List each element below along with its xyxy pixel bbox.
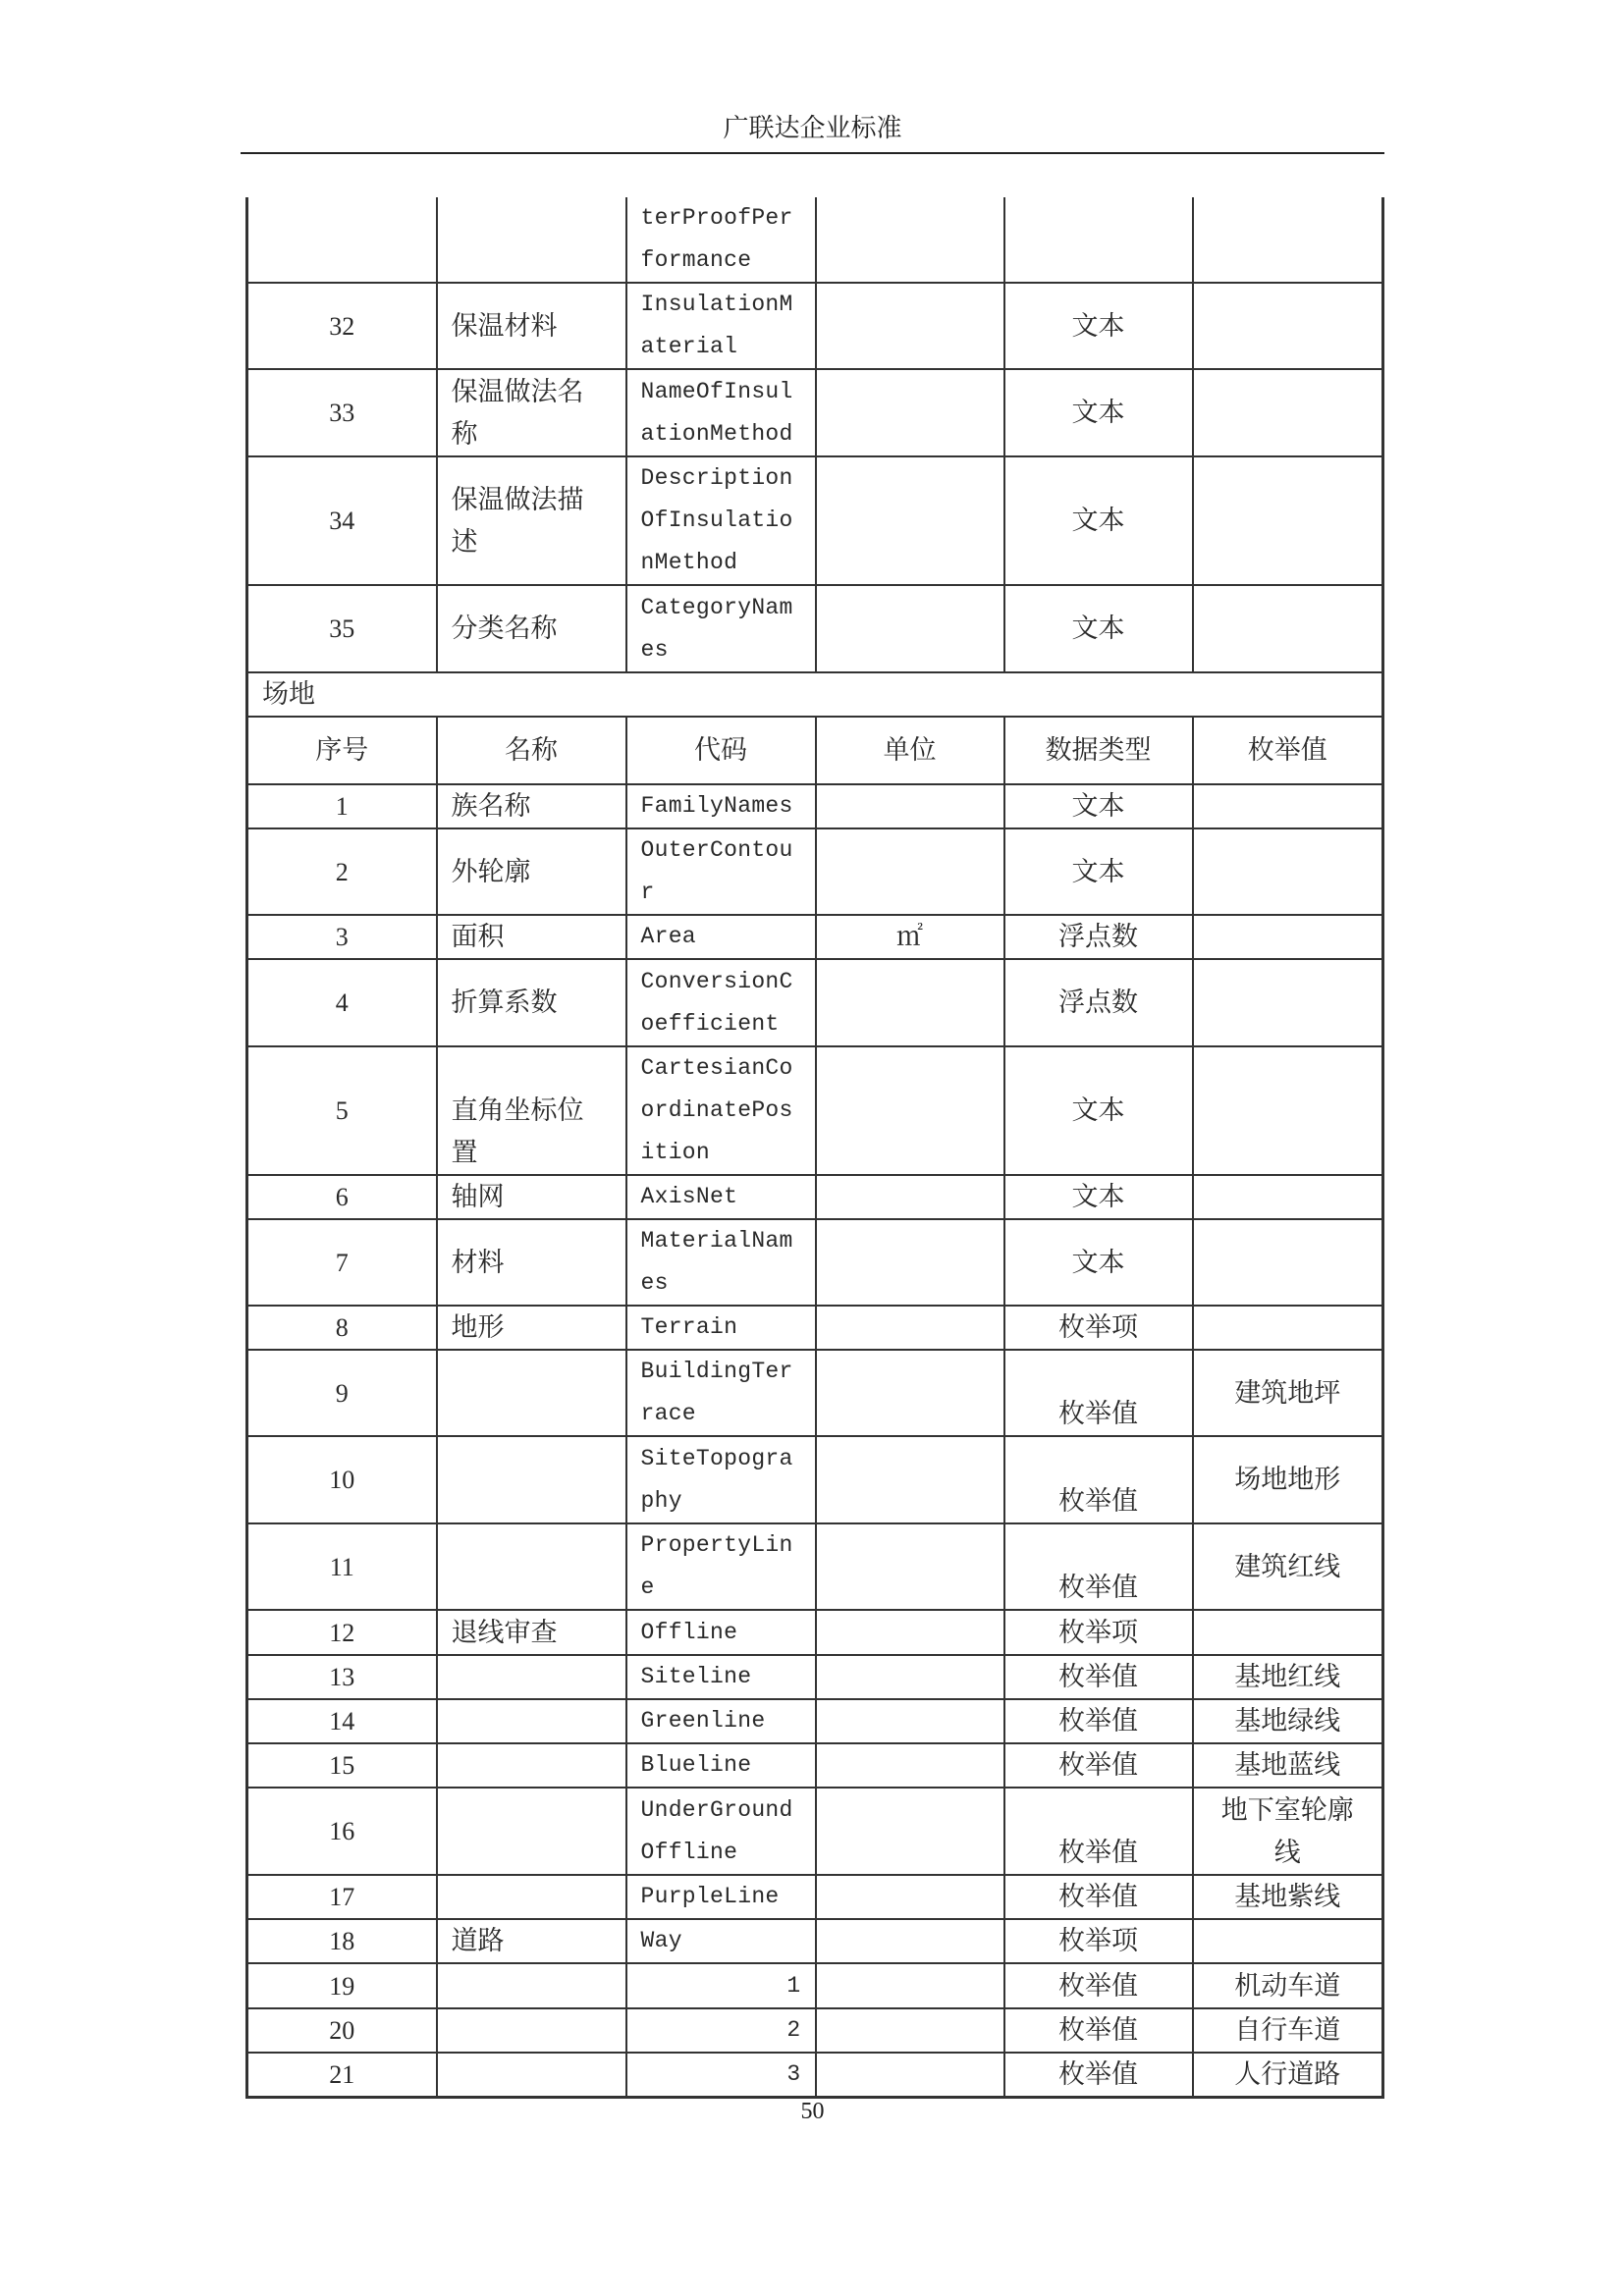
table-row	[247, 1350, 1383, 1436]
cell-unit	[816, 1046, 1004, 1175]
cell-data-type: 文本	[1004, 828, 1193, 915]
cell-code: OuterContou r	[626, 828, 816, 915]
cell-data-type: 枚举项	[1004, 1610, 1193, 1655]
cell-data-type: 枚举值	[1004, 1350, 1193, 1436]
table-row	[247, 1875, 1383, 1919]
cell-unit	[816, 283, 1004, 369]
attribute-table-body	[247, 197, 1383, 2098]
cell-data-type: 枚举值	[1004, 1963, 1193, 2008]
cell-unit	[816, 784, 1004, 828]
cell-code: MaterialNam es	[626, 1219, 816, 1306]
cell-number: 3	[247, 915, 437, 959]
cell-name	[437, 1743, 626, 1788]
cell-number: 12	[247, 1610, 437, 1655]
cell-enum-value	[1193, 369, 1383, 456]
cell-code: PropertyLin e	[626, 1523, 816, 1610]
cell-code: InsulationM aterial	[626, 283, 816, 369]
cell-enum-value	[1193, 585, 1383, 672]
cell-name: 保温做法名 称	[437, 369, 626, 456]
cell-enum-value: 机动车道	[1193, 1963, 1383, 2008]
cell-enum-value	[1193, 1610, 1383, 1655]
cell-name: 地形	[437, 1306, 626, 1350]
section-row	[247, 672, 1383, 717]
cell-name: 保温材料	[437, 283, 626, 369]
cell-unit	[816, 1743, 1004, 1788]
cell-data-type: 浮点数	[1004, 915, 1193, 959]
cell-code: CartesianCo ordinatePos ition	[626, 1046, 816, 1175]
column-header: 名称	[437, 717, 626, 784]
cell-enum-value: 建筑红线	[1193, 1523, 1383, 1610]
cell-unit	[816, 1788, 1004, 1875]
cell-enum-value	[1193, 828, 1383, 915]
cell-number: 7	[247, 1219, 437, 1306]
table-row	[247, 2008, 1383, 2053]
cell-number: 2	[247, 828, 437, 915]
cell-enum-value: 场地地形	[1193, 1436, 1383, 1523]
cell-enum-value: 基地红线	[1193, 1655, 1383, 1699]
column-header: 数据类型	[1004, 717, 1193, 784]
cell-number: 34	[247, 456, 437, 585]
table-row	[247, 915, 1383, 959]
cell-data-type: 文本	[1004, 1219, 1193, 1306]
cell-unit	[816, 1963, 1004, 2008]
cell-number: 32	[247, 283, 437, 369]
cell-name: 直角坐标位 置	[437, 1046, 626, 1175]
cell-unit	[816, 1306, 1004, 1350]
cell-data-type: 枚举值	[1004, 1523, 1193, 1610]
cell-number: 19	[247, 1963, 437, 2008]
table-row	[247, 456, 1383, 585]
cell-code: 1	[626, 1963, 816, 2008]
cell-number: 1	[247, 784, 437, 828]
column-header: 序号	[247, 717, 437, 784]
cell-unit	[816, 1919, 1004, 1963]
cell-number: 8	[247, 1306, 437, 1350]
cell-enum-value	[1193, 1219, 1383, 1306]
column-header: 枚举值	[1193, 717, 1383, 784]
cell-unit	[816, 1610, 1004, 1655]
table-row	[247, 784, 1383, 828]
cell-data-type	[1004, 197, 1193, 283]
cell-unit	[816, 456, 1004, 585]
table-row	[247, 1219, 1383, 1306]
page-number: 50	[800, 2099, 825, 2124]
cell-enum-value: 建筑地坪	[1193, 1350, 1383, 1436]
cell-data-type: 文本	[1004, 784, 1193, 828]
column-header: 单位	[816, 717, 1004, 784]
cell-data-type: 文本	[1004, 1046, 1193, 1175]
running-head-title: 广联达企业标准	[723, 114, 902, 142]
table-row	[247, 1610, 1383, 1655]
cell-enum-value	[1193, 1046, 1383, 1175]
cell-name: 材料	[437, 1219, 626, 1306]
cell-number: 20	[247, 2008, 437, 2053]
cell-code: AxisNet	[626, 1175, 816, 1219]
cell-name	[437, 1963, 626, 2008]
cell-code: Area	[626, 915, 816, 959]
table-row	[247, 959, 1383, 1046]
table-row	[247, 1743, 1383, 1788]
cell-unit	[816, 959, 1004, 1046]
cell-name: 族名称	[437, 784, 626, 828]
cell-data-type: 文本	[1004, 1175, 1193, 1219]
cell-name: 道路	[437, 1919, 626, 1963]
cell-unit	[816, 1175, 1004, 1219]
cell-name	[437, 1699, 626, 1743]
cell-code: Siteline	[626, 1655, 816, 1699]
cell-enum-value	[1193, 456, 1383, 585]
section-label: 场地	[247, 672, 1383, 717]
cell-number: 14	[247, 1699, 437, 1743]
table-row	[247, 585, 1383, 672]
cell-data-type: 文本	[1004, 456, 1193, 585]
cell-name	[437, 1875, 626, 1919]
cell-unit	[816, 1219, 1004, 1306]
cell-enum-value	[1193, 197, 1383, 283]
cell-code: NameOfInsul ationMethod	[626, 369, 816, 456]
cell-unit: ㎡	[816, 915, 1004, 959]
cell-number: 13	[247, 1655, 437, 1699]
cell-name	[437, 1523, 626, 1610]
cell-code: 2	[626, 2008, 816, 2053]
cell-enum-value	[1193, 915, 1383, 959]
cell-code: Description OfInsulatio nMethod	[626, 456, 816, 585]
cell-unit	[816, 2008, 1004, 2053]
cell-code: Offline	[626, 1610, 816, 1655]
cell-code: Greenline	[626, 1699, 816, 1743]
cell-number	[247, 197, 437, 283]
table-row	[247, 197, 1383, 283]
cell-data-type: 枚举值	[1004, 2053, 1193, 2098]
cell-unit	[816, 369, 1004, 456]
cell-code: ConversionC oefficient	[626, 959, 816, 1046]
cell-code: terProofPer formance	[626, 197, 816, 283]
cell-data-type: 文本	[1004, 283, 1193, 369]
cell-code: Blueline	[626, 1743, 816, 1788]
table-row	[247, 1523, 1383, 1610]
cell-name: 分类名称	[437, 585, 626, 672]
cell-enum-value	[1193, 959, 1383, 1046]
cell-data-type: 枚举值	[1004, 1743, 1193, 1788]
cell-number: 17	[247, 1875, 437, 1919]
cell-enum-value	[1193, 283, 1383, 369]
cell-code: 3	[626, 2053, 816, 2098]
cell-name: 退线审查	[437, 1610, 626, 1655]
table-row	[247, 1046, 1383, 1175]
table-row	[247, 1436, 1383, 1523]
cell-data-type: 浮点数	[1004, 959, 1193, 1046]
cell-name	[437, 1655, 626, 1699]
cell-name: 轴网	[437, 1175, 626, 1219]
cell-name: 折算系数	[437, 959, 626, 1046]
table-row	[247, 1175, 1383, 1219]
cell-number: 33	[247, 369, 437, 456]
cell-unit	[816, 585, 1004, 672]
cell-data-type: 枚举值	[1004, 1788, 1193, 1875]
cell-enum-value: 基地绿线	[1193, 1699, 1383, 1743]
cell-name	[437, 1436, 626, 1523]
table-row	[247, 1963, 1383, 2008]
table-row	[247, 1919, 1383, 1963]
cell-name	[437, 1350, 626, 1436]
cell-code: BuildingTer race	[626, 1350, 816, 1436]
cell-name	[437, 2053, 626, 2098]
attribute-table	[245, 197, 1384, 2099]
cell-enum-value: 自行车道	[1193, 2008, 1383, 2053]
cell-name: 面积	[437, 915, 626, 959]
cell-unit	[816, 197, 1004, 283]
table-row	[247, 369, 1383, 456]
cell-data-type: 枚举值	[1004, 1699, 1193, 1743]
cell-enum-value	[1193, 784, 1383, 828]
cell-unit	[816, 828, 1004, 915]
cell-enum-value: 基地蓝线	[1193, 1743, 1383, 1788]
header-row	[247, 717, 1383, 784]
cell-code: SiteTopogra phy	[626, 1436, 816, 1523]
table-row	[247, 1788, 1383, 1875]
table-row	[247, 1699, 1383, 1743]
cell-unit	[816, 1655, 1004, 1699]
table-row	[247, 1655, 1383, 1699]
cell-code: Terrain	[626, 1306, 816, 1350]
cell-name: 外轮廓	[437, 828, 626, 915]
cell-data-type: 文本	[1004, 369, 1193, 456]
cell-code: UnderGround Offline	[626, 1788, 816, 1875]
cell-number: 10	[247, 1436, 437, 1523]
cell-number: 11	[247, 1523, 437, 1610]
cell-data-type: 枚举值	[1004, 1875, 1193, 1919]
cell-enum-value: 地下室轮廓 线	[1193, 1788, 1383, 1875]
cell-code: Way	[626, 1919, 816, 1963]
cell-data-type: 文本	[1004, 585, 1193, 672]
cell-number: 35	[247, 585, 437, 672]
table-row	[247, 828, 1383, 915]
cell-data-type: 枚举值	[1004, 2008, 1193, 2053]
cell-enum-value: 基地紫线	[1193, 1875, 1383, 1919]
table-row	[247, 283, 1383, 369]
cell-data-type: 枚举值	[1004, 1436, 1193, 1523]
cell-enum-value	[1193, 1919, 1383, 1963]
cell-number: 15	[247, 1743, 437, 1788]
column-header: 代码	[626, 717, 816, 784]
cell-number: 4	[247, 959, 437, 1046]
cell-name	[437, 2008, 626, 2053]
cell-unit	[816, 1699, 1004, 1743]
header-rule	[241, 152, 1384, 154]
cell-number: 5	[247, 1046, 437, 1175]
cell-code: CategoryNam es	[626, 585, 816, 672]
cell-number: 16	[247, 1788, 437, 1875]
cell-enum-value: 人行道路	[1193, 2053, 1383, 2098]
cell-data-type: 枚举值	[1004, 1655, 1193, 1699]
cell-enum-value	[1193, 1306, 1383, 1350]
table-row	[247, 2053, 1383, 2098]
cell-unit	[816, 1523, 1004, 1610]
cell-unit	[816, 1875, 1004, 1919]
cell-number: 6	[247, 1175, 437, 1219]
cell-number: 9	[247, 1350, 437, 1436]
table-row	[247, 1306, 1383, 1350]
cell-code: PurpleLine	[626, 1875, 816, 1919]
cell-unit	[816, 1436, 1004, 1523]
cell-name	[437, 197, 626, 283]
cell-code: FamilyNames	[626, 784, 816, 828]
cell-name: 保温做法描 述	[437, 456, 626, 585]
cell-number: 18	[247, 1919, 437, 1963]
cell-data-type: 枚举项	[1004, 1919, 1193, 1963]
cell-enum-value	[1193, 1175, 1383, 1219]
cell-unit	[816, 1350, 1004, 1436]
cell-data-type: 枚举项	[1004, 1306, 1193, 1350]
cell-unit	[816, 2053, 1004, 2098]
cell-number: 21	[247, 2053, 437, 2098]
cell-name	[437, 1788, 626, 1875]
